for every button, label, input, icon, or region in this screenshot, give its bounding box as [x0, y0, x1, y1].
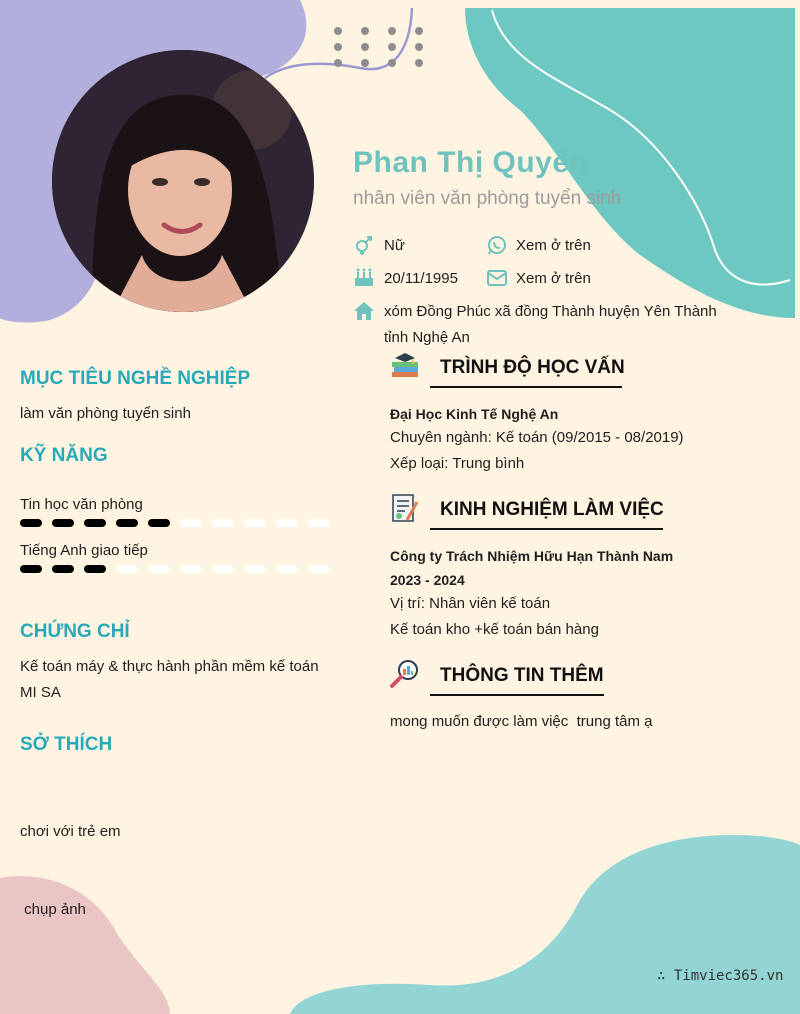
skill-dot-empty [276, 519, 298, 527]
extra-info-heading: THÔNG TIN THÊM [440, 665, 604, 686]
skill-dot-empty [180, 565, 202, 573]
certificate-line: Kế toán máy & thực hành phần mềm kế toán [20, 658, 319, 675]
skill-dot-empty [308, 565, 330, 573]
skill-dot-empty [212, 565, 234, 573]
skill-dot-filled [52, 565, 74, 573]
skills-heading: KỸ NĂNG [20, 445, 108, 466]
experience-description: Kế toán kho +kế toán bán hàng [390, 621, 599, 638]
email-icon [486, 267, 508, 289]
skill-name: Tiếng Anh giao tiếp [20, 542, 148, 559]
skill-dot-filled [84, 519, 106, 527]
watermark: ∴ Timviec365.vn [657, 968, 784, 984]
experience-role: Vị trí: Nhân viên kế toán [390, 595, 551, 612]
skill-dot-empty [244, 519, 266, 527]
address-line-1: xóm Đồng Phúc xã đồng Thành huyện Yên Thành [384, 303, 717, 320]
extra-info-text: mong muốn được làm việc trung tâm ạ [390, 713, 653, 730]
hobby-line: chơi với trẻ em [20, 823, 121, 840]
skill-dot-filled [20, 519, 42, 527]
skill-dot-empty [116, 565, 138, 573]
phone-value: Xem ở trên [516, 237, 591, 254]
skill-rating [20, 565, 330, 573]
skill-dot-empty [276, 565, 298, 573]
hobbies-heading: SỞ THÍCH [20, 734, 113, 755]
skill-rating [20, 519, 330, 527]
gender-value: Nữ [384, 237, 405, 254]
skill-dot-filled [52, 519, 74, 527]
candidate-name: Phan Thị Quyên [353, 146, 589, 179]
candidate-position: nhân viên văn phòng tuyển sinh [353, 188, 622, 209]
hobby-line: chụp ảnh [20, 901, 86, 918]
magnifier-chart-icon [389, 658, 421, 690]
education-major: Chuyên ngành: Kế toán (09/2015 - 08/2019) [390, 429, 684, 446]
education-heading: TRÌNH ĐỘ HỌC VẤN [440, 357, 625, 378]
avatar [52, 50, 314, 312]
skill-name: Tin học văn phòng [20, 496, 143, 513]
experience-heading: KINH NGHIỆM LÀM VIỆC [440, 499, 664, 520]
email-value: Xem ở trên [516, 270, 591, 287]
education-books-icon [389, 350, 421, 382]
experience-period: 2023 - 2024 [390, 572, 465, 588]
skill-dot-filled [116, 519, 138, 527]
skill-dot-empty [308, 519, 330, 527]
birthday-value: 20/11/1995 [384, 270, 458, 287]
objective-heading: MỤC TIÊU NGHỀ NGHIỆP [20, 368, 251, 389]
light-teal-blob [290, 835, 800, 1014]
education-rank: Xếp loại: Trung bình [390, 455, 525, 472]
skill-dot-empty [212, 519, 234, 527]
skill-dot-empty [244, 565, 266, 573]
experience-document-icon [389, 492, 421, 524]
gender-icon [353, 234, 375, 256]
education-underline [430, 386, 622, 388]
certificates-heading: CHỨNG CHỈ [20, 621, 130, 642]
phone-icon [486, 234, 508, 256]
skill-dot-empty [180, 519, 202, 527]
birthday-cake-icon [353, 266, 375, 288]
certificate-line: MI SA [20, 684, 61, 701]
hobbies-text [20, 767, 121, 975]
address-line-2: tỉnh Nghệ An [384, 329, 470, 346]
skill-dot-filled [20, 565, 42, 573]
address [384, 299, 724, 351]
company-name: Công ty Trách Nhiệm Hữu Hạn Thành Nam [390, 548, 674, 564]
school-name: Đại Học Kinh Tế Nghệ An [390, 406, 559, 422]
certificate-text [20, 654, 319, 706]
skill-dot-empty [148, 565, 170, 573]
experience-underline [430, 528, 663, 530]
skill-dot-filled [148, 519, 170, 527]
skill-dot-filled [84, 565, 106, 573]
home-icon [353, 300, 375, 322]
objective-text: làm văn phòng tuyển sinh [20, 405, 191, 422]
extra-info-underline [430, 694, 604, 696]
